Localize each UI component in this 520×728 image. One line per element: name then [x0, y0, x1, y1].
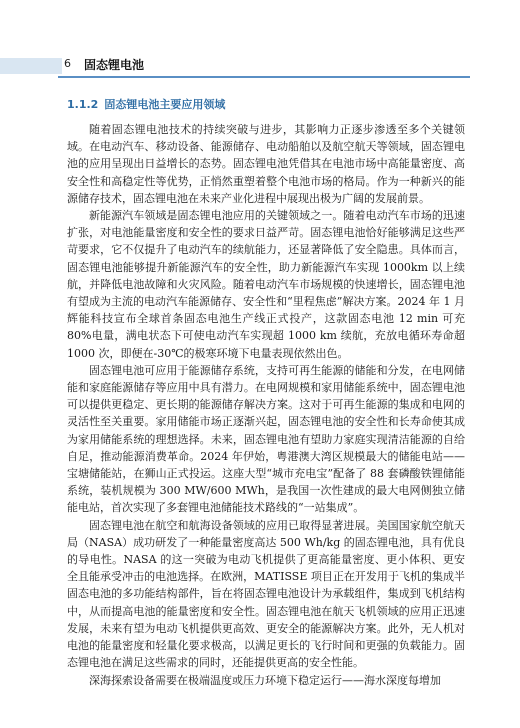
paragraph: 固态锂电池可应用于能源储存系统，支持可再生能源的储能和分发，在电网储能和家庭能源储存等应用中具有潜力。在电网规模和家用储能系统中，固态锂电池可以提供更稳定、更长期的能源储存解决方案。这对于可再生能源的集成和电网的灵活性至关重要。家用储能市场正逐渐兴起，固态锂电池的安全性和长寿命使其成为家用储能系统的理想选择。未来，固态锂电池有望助力家庭实现清洁能源的自给自足，推动能源消费革命。2024 年伊始，粤港澳大湾区规模最大的储能电站——宝塘储能站，在狮山正式投运。这座大型“城市充电宝”配备了 88 套磷酸铁锂储能系统，装机规模为 300 MW/600 MWh，是我国一次性建成的最大电网侧独立储能电站，首次实现了多套锂电池储能技术路线的“一站集成”。: [67, 363, 465, 515]
running-header: [0, 50, 520, 82]
page-number: 6: [64, 57, 71, 70]
body-text: [67, 121, 465, 689]
paragraph: 深海探索设备需要在极端温度或压力环境下稳定运行——海水深度每增加: [89, 673, 441, 687]
section-number: 1.1.2: [67, 98, 99, 111]
paragraph: 固态锂电池在航空和航海设备领域的应用已取得显著进展。美国国家航空航天局（NASA）成功研发了一种能量密度高达 500 Wh/kg 的固态锂电池，具有优良的导电性。NASA 的这一突破为电动飞机提供了更高能量密度、更小体积、更安全且能承受冲击的电池选择。在欧洲，MATISSE 项目正在开发用于飞机的集成半固态电池的多功能结构部件，旨在将固态锂电池设计为承载组件，集成到飞机结构中，从而提高电池的能量密度和安全性。固态锂电池在航天飞机领域的应用正迅速发展，未来有望为电动飞机提供更高效、更安全的能源解决方案。此外，无人机对电池的能量密度和轻量化要求极高，以满足更长的飞行时间和更强的负载能力。固态锂电池在满足这些需求的同时，还能提供更高的安全性能。: [67, 518, 465, 670]
header-rule: [58, 76, 470, 78]
running-title: 固态锂电池: [84, 58, 145, 72]
section-title: 固态锂电池主要应用领域: [104, 98, 226, 111]
section-heading: [67, 96, 467, 112]
paragraph: 随着固态锂电池技术的持续突破与进步，其影响力正逐步渗透至多个关键领域。在电动汽车、移动设备、能源储存、电动船舶以及航空航天等领域，固态锂电池的应用呈现出日益增长的态势。固态锂电池凭借其在电池市场中高能量密度、高安全性和高稳定性等优势，正悄然重塑着整个电池市场的格局。作为一种新兴的能源储存技术，固态锂电池在未来产业化进程中展现出极为广阔的发展前景。: [67, 123, 465, 205]
paragraph: 新能源汽车领域是固态锂电池应用的关键领域之一。随着电动汽车市场的迅速扩张，对电池能量密度和安全性的要求日益严苛。固态锂电池恰好能够满足这些严苛要求，它不仅提升了电动汽车的续航能力，还显著降低了安全隐患。具体而言，固态锂电池能够提升新能源汽车的安全性，助力新能源汽车实现 1000km 以上续航，并降低电池故障和火灾风险。随着电动汽车市场规模的快速增长，固态锂电池有望成为主流的电动汽车能源储存、安全性和“里程焦虑”解决方案。2024 年 1 月辉能科技宣布全球首条固态电池生产线正式投产，这款固态电池 12 min 可充 80%电量，满电状态下可使电动汽车实现超 1000 km 续航，充放电循环寿命超 1000 次，即便在-30℃的极寒环境下电量表现依然出色。: [67, 209, 465, 360]
header-accent-bar: [0, 58, 62, 74]
